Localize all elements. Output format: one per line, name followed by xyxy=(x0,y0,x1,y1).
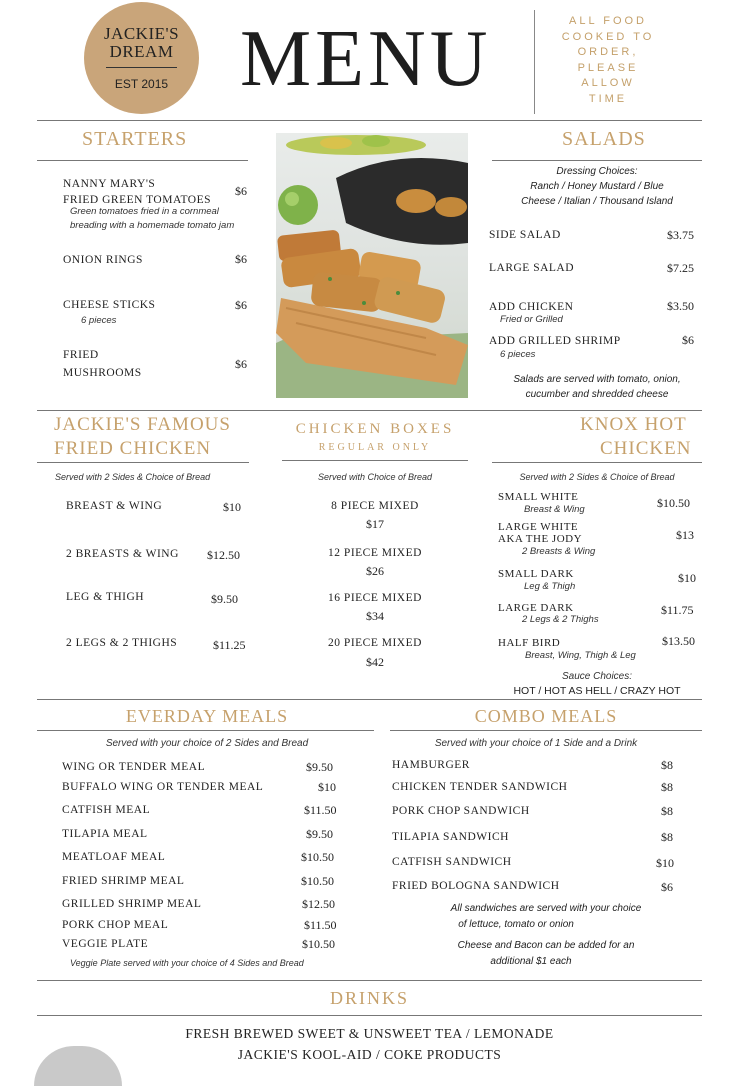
boxes-heading: CHICKEN BOXES xyxy=(295,421,455,437)
combo-addon-note xyxy=(390,938,702,970)
salads-rule xyxy=(492,160,702,161)
famous-item-price: $11.25 xyxy=(213,638,246,652)
top-note xyxy=(548,14,668,108)
famous-item-name: BREAST & WING xyxy=(66,500,163,512)
starter-price: $6 xyxy=(235,357,247,371)
starter-note: Green tomatoes fried in a cornmeal xyxy=(70,206,219,217)
starter-price: $6 xyxy=(235,184,247,198)
combo-heading: COMBO MEALS xyxy=(474,706,618,726)
section-rule xyxy=(37,410,702,411)
starter-name: ONION RINGS xyxy=(63,254,143,266)
meal-price: $10.50 xyxy=(302,937,335,951)
combo-price: $6 xyxy=(661,880,673,894)
meal-name: WING OR TENDER MEAL xyxy=(62,761,206,773)
section-rule xyxy=(37,699,702,700)
knox-item-note: Breast & Wing xyxy=(524,504,585,515)
combo-name: PORK CHOP SANDWICH xyxy=(392,805,530,817)
starters-rule xyxy=(37,160,248,161)
meal-name: BUFFALO WING OR TENDER MEAL xyxy=(62,781,264,793)
knox-item-price: $11.75 xyxy=(661,603,694,617)
knox-sub: Served with 2 Sides & Choice of Bread xyxy=(519,472,675,482)
starter-price: $6 xyxy=(235,252,247,266)
logo-est: EST 2015 xyxy=(114,77,169,91)
salad-price: $3.75 xyxy=(667,228,694,242)
box-name: 20 PIECE MIXED xyxy=(328,637,422,649)
top-note-line: ORDER, xyxy=(577,46,639,59)
drinks-heading: DRINKS xyxy=(329,988,409,1008)
salad-footer-line: Salads are served with tomato, onion, xyxy=(513,374,681,385)
knox-item-name: SMALL DARK xyxy=(498,568,574,580)
drinks-line: JACKIE'S KOOL-AID / COKE PRODUCTS xyxy=(237,1047,502,1062)
salad-footer-line: cucumber and shredded cheese xyxy=(525,389,669,400)
combo-rule xyxy=(390,730,702,731)
meal-price: $9.50 xyxy=(306,760,333,774)
drinks-line: FRESH BREWED SWEET & UNSWEET TEA / LEMONADE xyxy=(185,1026,554,1041)
header-rule xyxy=(37,120,702,121)
box-price: $34 xyxy=(366,609,384,623)
combo-name: TILAPIA SANDWICH xyxy=(392,831,509,843)
knox-item-name: LARGE WHITE xyxy=(498,521,579,533)
knox-item-note: 2 Legs & 2 Thighs xyxy=(522,614,599,625)
famous-heading: JACKIE'S FAMOUS xyxy=(54,414,231,435)
dressing-options: Ranch / Honey Mustard / Blue xyxy=(530,181,664,192)
starter-name: MUSHROOMS xyxy=(63,367,142,379)
starter-price: $6 xyxy=(235,298,247,312)
famous-item-price: $10 xyxy=(223,500,241,514)
top-note-line: ALL FOOD xyxy=(569,15,647,27)
boxes-sub: Served with Choice of Bread xyxy=(317,472,433,482)
meal-name: FRIED SHRIMP MEAL xyxy=(62,875,185,887)
meal-name: VEGGIE PLATE xyxy=(62,938,149,950)
salad-footer xyxy=(492,372,702,402)
logo xyxy=(84,2,199,114)
combo-note-line: of lettuce, tomato or onion xyxy=(458,919,574,930)
salad-note: 6 pieces xyxy=(500,349,536,360)
dressing-label: Dressing Choices: xyxy=(556,166,638,177)
famous-item-price: $9.50 xyxy=(211,592,238,606)
sauce-options: HOT / HOT AS HELL / CRAZY HOT xyxy=(513,685,681,697)
combo-sub: Served with your choice of 1 Side and a Drink xyxy=(434,738,638,749)
starter-name: CHEESE STICKS xyxy=(63,299,156,311)
food-photo xyxy=(276,133,468,398)
logo-divider xyxy=(106,67,177,68)
salad-note: Fried or Grilled xyxy=(500,314,563,325)
famous-rule xyxy=(37,462,249,463)
knox-heading: CHICKEN xyxy=(600,438,692,459)
meal-price: $11.50 xyxy=(304,803,337,817)
everyday-sub: Served with your choice of 2 Sides and Bread xyxy=(105,738,309,749)
knox-rule xyxy=(492,462,702,463)
boxes-rule xyxy=(282,460,468,461)
everyday-footer: Veggie Plate served with your choice of 4 Sides and Bread xyxy=(70,958,304,968)
meal-price: $9.50 xyxy=(306,827,333,841)
top-note-line: COOKED TO xyxy=(561,30,655,43)
salad-dressing xyxy=(492,164,702,209)
meal-name: GRILLED SHRIMP MEAL xyxy=(62,898,202,910)
top-note-line: PLEASE xyxy=(577,61,639,74)
box-name: 16 PIECE MIXED xyxy=(328,592,422,604)
starters-heading: STARTERS xyxy=(82,128,188,150)
logo-name-line1: JACKIE'S xyxy=(103,24,180,43)
famous-item-name: 2 LEGS & 2 THIGHS xyxy=(66,637,178,649)
combo-name: CHICKEN TENDER SANDWICH xyxy=(392,781,568,793)
salad-price: $7.25 xyxy=(667,261,694,275)
box-price: $17 xyxy=(366,517,384,531)
meal-price: $11.50 xyxy=(304,918,337,932)
starter-note: 6 pieces xyxy=(81,315,117,326)
everyday-rule xyxy=(37,730,374,731)
sauce-label: Sauce Choices: xyxy=(561,671,633,682)
combo-name: CATFISH SANDWICH xyxy=(392,856,512,868)
box-price: $42 xyxy=(366,655,384,669)
knox-item-note: Leg & Thigh xyxy=(524,581,576,592)
starter-note: breading with a homemade tomato jam xyxy=(70,220,235,231)
everyday-heading: EVERDAY MEALS xyxy=(125,706,289,726)
knox-item-note: Breast, Wing, Thigh & Leg xyxy=(525,650,636,661)
combo-price: $8 xyxy=(661,804,673,818)
knox-item-name: SMALL WHITE xyxy=(498,491,579,503)
header-divider xyxy=(534,10,535,114)
combo-name: FRIED BOLOGNA SANDWICH xyxy=(392,880,560,892)
starter-name: FRIED GREEN TOMATOES xyxy=(63,194,212,206)
salad-name: LARGE SALAD xyxy=(489,262,575,274)
famous-item-price: $12.50 xyxy=(207,548,240,562)
meal-price: $10.50 xyxy=(301,874,334,888)
knox-heading: KNOX HOT xyxy=(580,414,687,435)
box-price: $26 xyxy=(366,564,384,578)
top-note-line: TIME xyxy=(588,92,628,105)
meal-price: $10.50 xyxy=(301,850,334,864)
knox-item-price: $13.50 xyxy=(662,634,695,648)
meal-name: MEATLOAF MEAL xyxy=(62,851,166,863)
knox-item-price: $10 xyxy=(678,571,696,585)
knox-item-price: $10.50 xyxy=(657,496,690,510)
top-note-line: ALLOW xyxy=(581,77,635,90)
meal-price: $10 xyxy=(318,780,336,794)
page-title: MENU xyxy=(240,15,492,103)
combo-price: $8 xyxy=(661,830,673,844)
combo-name: HAMBURGER xyxy=(392,759,470,771)
combo-price: $10 xyxy=(656,856,674,870)
combo-price: $8 xyxy=(661,780,673,794)
combo-price: $8 xyxy=(661,758,673,772)
meal-name: CATFISH MEAL xyxy=(62,804,151,816)
combo-note-line: All sandwiches are served with your choice xyxy=(450,903,642,914)
famous-sub: Served with 2 Sides & Choice of Bread xyxy=(55,472,211,482)
knox-item-price: $13 xyxy=(676,528,694,542)
meal-name: TILAPIA MEAL xyxy=(62,828,148,840)
famous-heading: FRIED CHICKEN xyxy=(54,438,212,459)
famous-item-name: LEG & THIGH xyxy=(66,591,145,603)
knox-item-name: LARGE DARK xyxy=(498,602,574,614)
meal-price: $12.50 xyxy=(302,897,335,911)
famous-item-name: 2 BREASTS & WING xyxy=(66,548,179,560)
logo-name-line2: DREAM xyxy=(109,42,174,61)
meal-name: PORK CHOP MEAL xyxy=(62,919,169,931)
knox-item-name: HALF BIRD xyxy=(498,637,561,649)
box-name: 8 PIECE MIXED xyxy=(331,500,419,512)
section-rule xyxy=(37,980,702,981)
salads-heading: SALADS xyxy=(562,128,646,150)
starter-name: NANNY MARY'S xyxy=(63,178,156,190)
salad-name: ADD GRILLED SHRIMP xyxy=(489,335,621,347)
combo-addon-line: additional $1 each xyxy=(490,956,572,967)
salad-name: SIDE SALAD xyxy=(489,229,561,241)
knox-item-name: AKA THE JODY xyxy=(498,533,583,545)
salad-name: ADD CHICKEN xyxy=(489,301,574,313)
salad-price: $6 xyxy=(682,333,694,347)
boxes-subheading: REGULAR ONLY xyxy=(318,442,432,453)
dressing-options: Cheese / Italian / Thousand Island xyxy=(521,196,673,207)
drinks-rule xyxy=(37,1015,702,1016)
fried-green-tomatoes-image xyxy=(276,133,468,398)
starter-name: FRIED xyxy=(63,349,99,361)
combo-addon-line: Cheese and Bacon can be added for an xyxy=(457,940,635,951)
salad-price: $3.50 xyxy=(667,299,694,313)
knox-item-note: 2 Breasts & Wing xyxy=(522,546,596,557)
box-name: 12 PIECE MIXED xyxy=(328,547,422,559)
combo-note xyxy=(390,901,702,933)
